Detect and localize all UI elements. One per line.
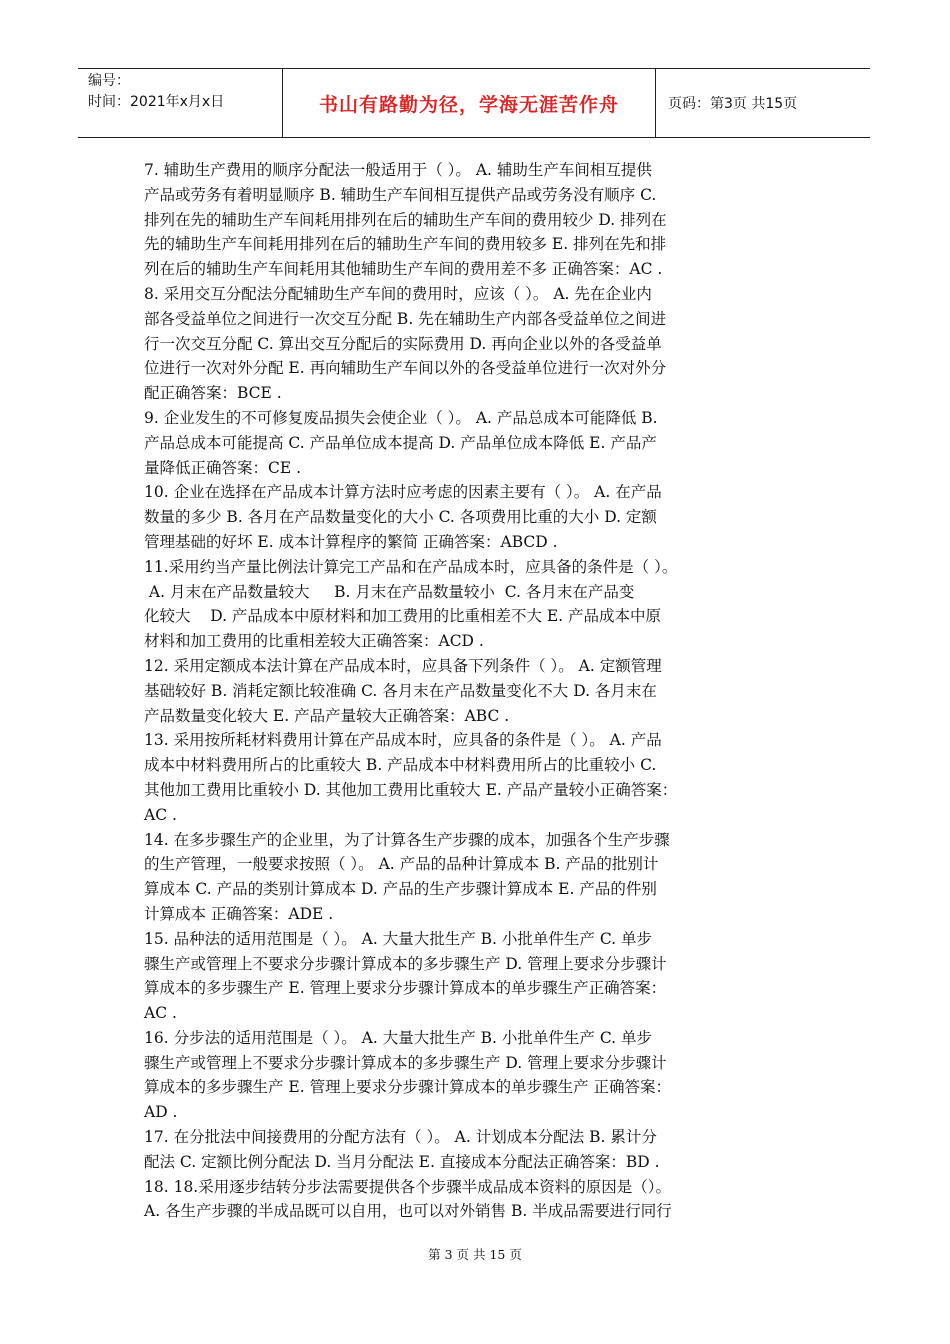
text-line: 算成本的多步骤生产 E. 管理上要求分步骤计算成本的单步骤生产 正确答案： bbox=[144, 1078, 672, 1097]
text-line: 管理基础的好坏 E. 成本计算程序的繁简 正确答案：ABCD . bbox=[144, 532, 558, 551]
text-line: 12. 采用定额成本法计算在产品成本时，应具备下列条件（ ）。 A. 定额管理 bbox=[144, 656, 662, 675]
text-line: 配法 C. 定额比例分配法 D. 当月分配法 E. 直接成本分配法正确答案：BD . bbox=[144, 1152, 660, 1171]
text-line: 产品或劳务有着明显顺序 B. 辅助生产车间相互提供产品或劳务没有顺序 C. bbox=[144, 185, 657, 204]
doc-number-label: 编号： bbox=[88, 73, 130, 89]
text-line: 先的辅助生产车间耗用排列在后的辅助生产车间的费用较多 E. 排列在先和排 bbox=[144, 235, 667, 254]
text-line: 排列在先的辅助生产车间耗用排列在后的辅助生产车间的费用较少 D. 排列在 bbox=[144, 210, 667, 229]
doc-time-label: 时间：2021年x月x日 bbox=[88, 94, 225, 110]
header-motto: 书山有路勤为径，学海无涯苦作舟 bbox=[283, 69, 656, 137]
text-line: 17. 在分批法中间接费用的分配方法有（ ）。 A. 计划成本分配法 B. 累计分 bbox=[144, 1128, 657, 1147]
text-line: 7. 辅助生产费用的顺序分配法一般适用于（ ）。 A. 辅助生产车间相互提供 bbox=[144, 161, 652, 179]
text-line: AC . bbox=[144, 805, 177, 824]
text-line: 配正确答案：BCE . bbox=[144, 384, 282, 403]
text-line: 的生产管理，一般要求按照（ ）。 A. 产品的品种计算成本 B. 产品的批别计 bbox=[144, 855, 659, 874]
text-line: 18. 18.采用逐步结转分步法需要提供各个步骤半成品成本资料的原因是（）。 bbox=[144, 1177, 671, 1196]
text-line: AC . bbox=[144, 1004, 177, 1023]
text-line: 产品总成本可能提高 C. 产品单位成本提高 D. 产品单位成本降低 E. 产品产 bbox=[144, 433, 657, 452]
page-footer: 第 3 页 共 15 页 bbox=[428, 1247, 522, 1262]
text-line: 14. 在多步骤生产的企业里，为了计算各生产步骤的成本，加强各个生产步骤 bbox=[144, 830, 670, 849]
header-page-info: 页码：第3页 共15页 bbox=[668, 96, 798, 112]
text-line: 基础较好 B. 消耗定额比较准确 C. 各月末在产品数量变化不大 D. 各月末在 bbox=[144, 681, 657, 700]
text-line: 算成本 C. 产品的类别计算成本 D. 产品的生产步骤计算成本 E. 产品的件别 bbox=[144, 880, 657, 899]
text-line: A. 各生产步骤的半成品既可以自用，也可以对外销售 B. 半成品需要进行同行 bbox=[144, 1202, 672, 1221]
text-line: AD . bbox=[144, 1103, 178, 1122]
text-line: 骤生产或管理上不要求分步骤计算成本的多步骤生产 D. 管理上要求分步骤计 bbox=[144, 954, 667, 973]
text-line: 其他加工费用比重较小 D. 其他加工费用比重较大 E. 产品产量较小正确答案： bbox=[144, 780, 678, 799]
text-line: 列在后的辅助生产车间耗用其他辅助生产车间的费用差不多 正确答案：AC . bbox=[144, 260, 663, 279]
page-header bbox=[78, 68, 870, 138]
text-line: 化较大 D. 产品成本中原材料和加工费用的比重相差不大 E. 产品成本中原 bbox=[144, 607, 662, 626]
text-line: 行一次交互分配 C. 算出交互分配后的实际费用 D. 再向企业以外的各受益单 bbox=[144, 334, 662, 353]
text-line: 11.采用约当产量比例法计算完工产品和在产品成本时，应具备的条件是（ ）。 bbox=[144, 557, 678, 576]
text-line: 9. 企业发生的不可修复废品损失会使企业（ ）。 A. 产品总成本可能降低 B. bbox=[144, 408, 658, 427]
text-line: 数量的多少 B. 各月在产品数量变化的大小 C. 各项费用比重的大小 D. 定额 bbox=[144, 508, 657, 527]
text-line: A. 月末在产品数量较大 B. 月末在产品数量较小 C. 各月末在产品变 bbox=[144, 582, 635, 601]
text-line: 量降低正确答案：CE . bbox=[144, 458, 302, 477]
header-meta bbox=[78, 69, 283, 137]
text-line: 材料和加工费用的比重相差较大正确答案：ACD . bbox=[144, 632, 484, 651]
text-line: 10. 企业在选择在产品成本计算方法时应考虑的因素主要有（ ）。 A. 在产品 bbox=[144, 483, 662, 502]
text-line: 骤生产或管理上不要求分步骤计算成本的多步骤生产 D. 管理上要求分步骤计 bbox=[144, 1053, 667, 1072]
text-line: 15. 品种法的适用范围是（ ）。 A. 大量大批生产 B. 小批单件生产 C. 单步 bbox=[144, 929, 652, 948]
text-line: 位进行一次对外分配 E. 再向辅助生产车间以外的各受益单位进行一次对外分 bbox=[144, 359, 667, 378]
text-line: 成本中材料费用所占的比重较大 B. 产品成本中材料费用所占的比重较小 C. bbox=[144, 756, 657, 775]
text-line: 16. 分步法的适用范围是（ ）。 A. 大量大批生产 B. 小批单件生产 C. 单步 bbox=[144, 1028, 652, 1047]
text-line: 8. 采用交互分配法分配辅助生产车间的费用时，应该（ ）。 A. 先在企业内 bbox=[144, 284, 652, 303]
text-line: 算成本的多步骤生产 E. 管理上要求分步骤计算成本的单步骤生产正确答案： bbox=[144, 979, 667, 998]
document-body bbox=[144, 158, 812, 1224]
text-line: 产品数量变化较大 E. 产品产量较大正确答案：ABC . bbox=[144, 706, 510, 725]
text-line: 部各受益单位之间进行一次交互分配 B. 先在辅助生产内部各受益单位之间进 bbox=[144, 309, 667, 328]
text-line: 计算成本 正确答案：ADE . bbox=[144, 904, 334, 923]
text-line: 13. 采用按所耗材料费用计算在产品成本时，应具备的条件是（ ）。 A. 产品 bbox=[144, 731, 662, 750]
